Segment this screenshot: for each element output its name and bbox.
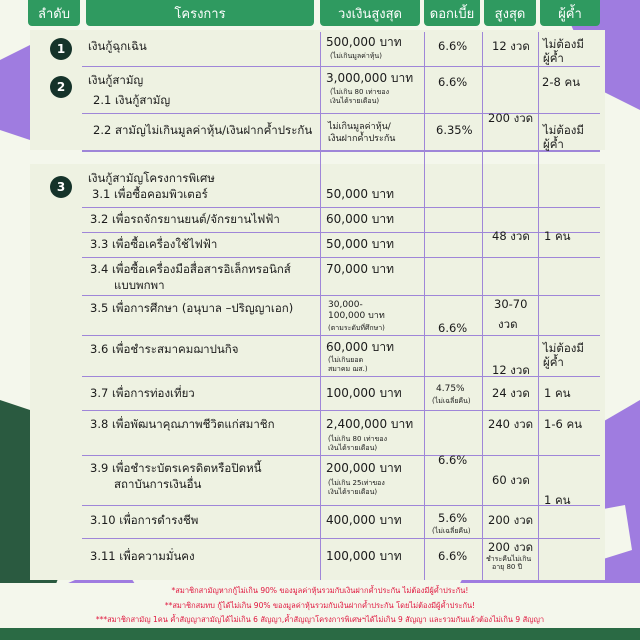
amount-note: (ไม่เกินมูลค่าหุ้น) bbox=[330, 52, 382, 60]
amount-value: 100,000 บาท bbox=[326, 386, 402, 400]
amount-note: (ไม่เกิน 80 เท่าของ bbox=[328, 435, 387, 443]
interest-rate: 6.6% bbox=[438, 453, 468, 467]
col-divider-rate bbox=[424, 32, 425, 580]
amount-value: 3,000,000 บาท bbox=[326, 71, 414, 85]
special-item: 3.7 เพื่อการท่องเที่ยว bbox=[90, 386, 195, 400]
amount-value: 100,000 บาท bbox=[328, 311, 385, 321]
amount-note: เงินได้รายเดือน) bbox=[330, 97, 380, 105]
amount-value: 70,000 บาท bbox=[326, 262, 395, 276]
special-item: 3.3 เพื่อซื้อเครื่องใช้ไฟฟ้า bbox=[90, 237, 218, 251]
footnote: **สมาชิกสมทบ กู้ได้ไม่เกิน 90% ของมูลค่าหุ้นรวมกับเงินฝากค้ำประกัน โดยไม่ต้องมีผู้ค้ำประกัน! bbox=[164, 601, 476, 610]
special-item: 3.1 เพื่อซื้อคอมพิวเตอร์ bbox=[92, 187, 208, 201]
col-divider-term bbox=[482, 32, 483, 580]
term-value: 24 งวด bbox=[492, 386, 530, 400]
special-item: สถาบันการเงินอื่น bbox=[114, 477, 202, 491]
col-header-term: สูงสุด bbox=[484, 0, 536, 26]
amount-note: เงินได้รายเดือน) bbox=[328, 488, 378, 496]
interest-rate: 6.6% bbox=[438, 321, 468, 335]
term-value: 200 งวด bbox=[488, 540, 534, 554]
col-header-interest: ดอกเบี้ย bbox=[424, 0, 480, 26]
col-header-guarantor: ผู้ค้ำ bbox=[540, 0, 600, 26]
term-value: 48 งวด bbox=[492, 229, 530, 243]
guarantor-value: 1-6 คน bbox=[544, 417, 582, 431]
special-item: 3.9 เพื่อชำระบัตรเครดิตหรือปิดหนี้ bbox=[90, 461, 262, 475]
row-divider bbox=[82, 66, 600, 67]
loan-title-emergency: เงินกู้ฉุกเฉิน bbox=[88, 39, 147, 53]
footnote: *สมาชิกสามัญหากกู้ไม่เกิน 90% ของมูลค่าหุ้นรวมกับเงินฝากค้ำประกัน ไม่ต้องมีผู้ค้ำประกัน! bbox=[171, 586, 469, 595]
special-item: 3.2 เพื่อรถจักรยานยนต์/จักรยานไฟฟ้า bbox=[90, 212, 280, 226]
amount-note: (ตามระดับที่ศึกษา) bbox=[328, 324, 385, 332]
row-number-badge: 1 bbox=[50, 38, 72, 60]
term-value: 200 งวด bbox=[488, 111, 534, 125]
amount-value: 60,000 บาท bbox=[326, 340, 395, 354]
amount-value: 2,400,000 บาท bbox=[326, 417, 414, 431]
col-header-order: ลำดับ bbox=[28, 0, 80, 26]
interest-rate-note: (ไม่เฉลี่ยคืน) bbox=[432, 527, 471, 535]
interest-rate: 4.75% bbox=[436, 384, 465, 394]
amount-value: 200,000 บาท bbox=[326, 461, 402, 475]
amount-value: 50,000 บาท bbox=[326, 187, 395, 201]
guarantor-value: ผู้ค้ำ bbox=[543, 137, 564, 151]
amount-value: 30,000- bbox=[328, 300, 363, 310]
special-item: 3.8 เพื่อพัฒนาคุณภาพชีวิตแก่สมาชิก bbox=[90, 417, 275, 431]
amount-note: (ไม่เกิน 80 เท่าของ bbox=[330, 88, 389, 96]
amount-value: 50,000 บาท bbox=[326, 237, 395, 251]
loan-subtitle: 2.1 เงินกู้สามัญ bbox=[93, 93, 171, 107]
guarantor-value: ผู้ค้ำ bbox=[543, 355, 564, 369]
term-value: 12 งวด bbox=[492, 39, 530, 53]
interest-rate: 6.6% bbox=[438, 75, 468, 89]
amount-value: 500,000 บาท bbox=[326, 35, 402, 49]
term-value: 30-70 bbox=[494, 297, 528, 311]
guarantor-value: ไม่ต้องมี bbox=[543, 37, 584, 51]
row-divider bbox=[82, 257, 600, 258]
amount-value: 60,000 บาท bbox=[326, 212, 395, 226]
term-value: 12 งวด bbox=[492, 363, 530, 377]
interest-rate: 5.6% bbox=[438, 511, 468, 525]
interest-rate: 6.35% bbox=[436, 123, 473, 137]
amount-value: 100,000 บาท bbox=[326, 549, 402, 563]
row-divider bbox=[82, 505, 600, 506]
row-divider bbox=[82, 335, 600, 336]
col-divider-guarantor bbox=[538, 32, 539, 580]
col-divider-amount bbox=[320, 32, 321, 580]
interest-rate: 6.6% bbox=[438, 39, 468, 53]
term-value: งวด bbox=[498, 317, 518, 331]
loan-title-general: เงินกู้สามัญ bbox=[88, 73, 144, 87]
row-divider bbox=[82, 455, 600, 456]
term-value: 200 งวด bbox=[488, 513, 534, 527]
guarantor-value: 1 คน bbox=[544, 386, 571, 400]
amount-note: (ไม่เกิน 25เท่าของ bbox=[328, 479, 385, 487]
guarantor-value: ผู้ค้ำ bbox=[543, 51, 564, 65]
guarantor-value: 1 คน bbox=[544, 229, 571, 243]
term-note: ชำระคืนไม่เกิน bbox=[486, 555, 532, 563]
special-item: 3.10 เพื่อการดำรงชีพ bbox=[90, 513, 199, 527]
special-item: 3.11 เพื่อความมั่นคง bbox=[90, 549, 195, 563]
row-divider bbox=[82, 150, 600, 152]
amount-note: ไม่เกินมูลค่าหุ้น/ bbox=[328, 122, 391, 132]
term-value: 60 งวด bbox=[492, 473, 530, 487]
row-divider bbox=[82, 207, 600, 208]
row-divider bbox=[82, 295, 600, 296]
footer-bar bbox=[0, 628, 640, 640]
special-item: 3.5 เพื่อการศึกษา (อนุบาล –ปริญญาเอก) bbox=[90, 301, 294, 315]
col-header-project: โครงการ bbox=[86, 0, 314, 26]
amount-note: สมาคม ฌส.) bbox=[328, 365, 368, 373]
interest-rate: 6.6% bbox=[438, 549, 468, 563]
amount-note: เงินได้รายเดือน) bbox=[328, 444, 378, 452]
guarantor-value: ไม่ต้องมี bbox=[543, 123, 584, 137]
guarantor-value: 2-8 คน bbox=[542, 75, 580, 89]
term-value: 240 งวด bbox=[488, 417, 534, 431]
loan-title-special: เงินกู้สามัญโครงการพิเศษ bbox=[88, 171, 215, 185]
loan-subtitle: 2.2 สามัญไม่เกินมูลค่าหุ้น/เงินฝากค้ำประกัน bbox=[93, 123, 313, 137]
amount-note: เงินฝากค้ำประกัน bbox=[328, 134, 396, 144]
col-header-max-amount: วงเงินสูงสุด bbox=[320, 0, 420, 26]
guarantor-value: 1 คน bbox=[544, 493, 571, 507]
guarantor-value: ไม่ต้องมี bbox=[543, 341, 584, 355]
row-number-badge: 3 bbox=[50, 176, 72, 198]
amount-note: (ไม่เกินยอด bbox=[328, 356, 364, 364]
special-item: 3.6 เพื่อชำระสมาคมฌาปนกิจ bbox=[90, 342, 239, 356]
interest-rate-note: (ไม่เฉลี่ยคืน) bbox=[432, 397, 471, 405]
row-divider bbox=[82, 410, 600, 411]
row-number-badge: 2 bbox=[50, 76, 72, 98]
term-note: อายุ 80 ปี bbox=[492, 563, 523, 571]
amount-value: 400,000 บาท bbox=[326, 513, 402, 527]
special-item: แบบพกพา bbox=[114, 278, 165, 292]
footnote: ***สมาชิกสามัญ 1คน ค้ำสัญญาสามัญได้ไม่เกิน 6 สัญญา,ค้ำสัญญาโครงการพิเศษฯได้ไม่เกิน 9 สัญญา และรวมกันแล้วต้องไม่เกิน 9 สัญญา bbox=[95, 615, 545, 624]
row-divider bbox=[82, 538, 600, 539]
special-item: 3.4 เพื่อซื้อเครื่องมือสื่อสารอิเล็กทรอนิกส์ bbox=[90, 262, 291, 276]
